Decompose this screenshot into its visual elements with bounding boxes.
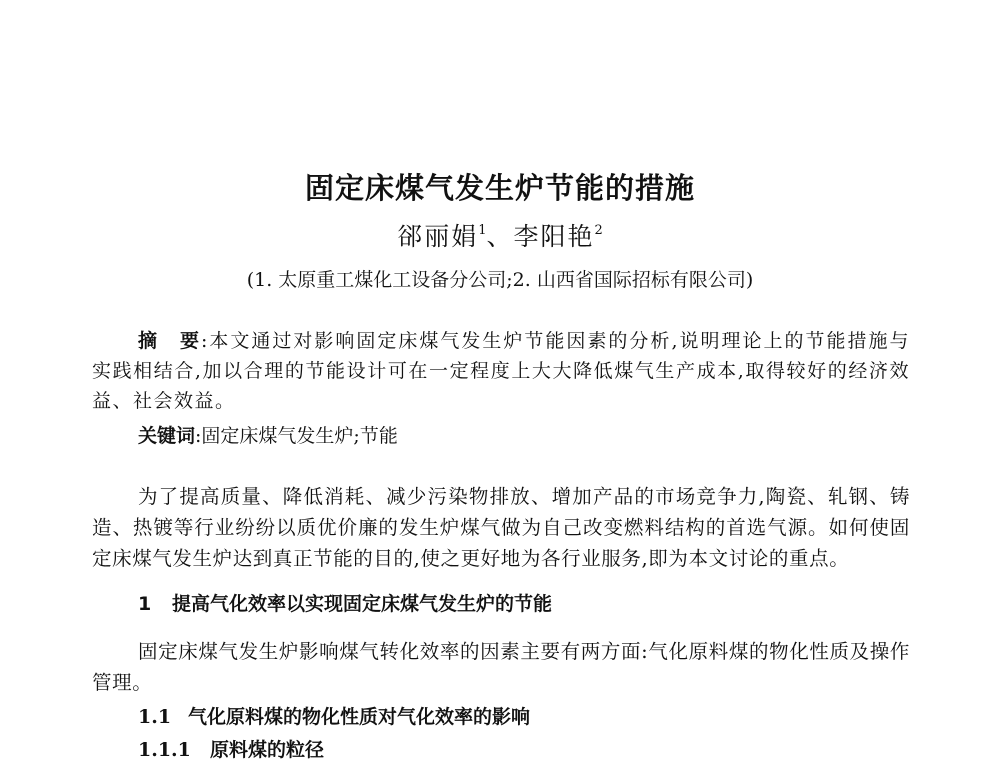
section-1-1-1-title: 原料煤的粒径 — [210, 739, 325, 761]
section-1-1-1-number: 1.1.1 — [138, 739, 191, 761]
author-line — [0, 217, 1000, 253]
author-1-affiliation-mark: 1 — [478, 223, 487, 238]
intro-paragraph: 为了提高质量、降低消耗、减少污染物排放、增加产品的市场竞争力,陶瓷、轧钢、铸造、热镀等行业纷纷以质优价廉的发生炉煤气做为自己改变燃料结构的首选气源。如何使固定床煤气发生炉达到真正节能的目的,使之更好地为各行业服务,即为本文讨论的重点。 — [92, 485, 910, 570]
section-1-title: 提高气化效率以实现固定床煤气发生炉的节能 — [172, 593, 553, 615]
keywords-label: 关键词 — [138, 425, 196, 447]
section-1-heading — [138, 589, 910, 616]
abstract-label: 摘 要 — [138, 330, 202, 352]
abstract-paragraph — [92, 326, 910, 416]
author-separator: 、 — [486, 222, 514, 251]
author-2-name: 李阳艳 — [513, 222, 595, 251]
section-1-1-1-heading — [138, 735, 910, 762]
affiliation-line: (1. 太原重工煤化工设备分公司;2. 山西省国际招标有限公司) — [246, 269, 754, 291]
section-1-1-number: 1.1 — [138, 706, 172, 728]
abstract-text: :本文通过对影响固定床煤气发生炉节能因素的分析,说明理论上的节能措施与实践相结合,加以合理的节能设计可在一定程度上大大降低煤气生产成本,取得较好的经济效益、社会效益。 — [92, 330, 910, 412]
section-1-paragraph: 固定床煤气发生炉影响煤气转化效率的因素主要有两方面:气化原料煤的物化性质及操作管理。 — [92, 640, 910, 694]
author-1-name: 郤丽娟 — [397, 222, 479, 251]
keywords-line — [138, 421, 910, 451]
author-2-affiliation-mark: 2 — [594, 223, 603, 238]
section-1-1-title: 气化原料煤的物化性质对气化效率的影响 — [188, 706, 531, 728]
section-1-1-heading — [138, 702, 910, 729]
keywords-text: :固定床煤气发生炉;节能 — [195, 425, 398, 447]
section-1-number: 1 — [138, 593, 152, 615]
paper-title: 固定床煤气发生炉节能的措施 — [304, 171, 695, 205]
